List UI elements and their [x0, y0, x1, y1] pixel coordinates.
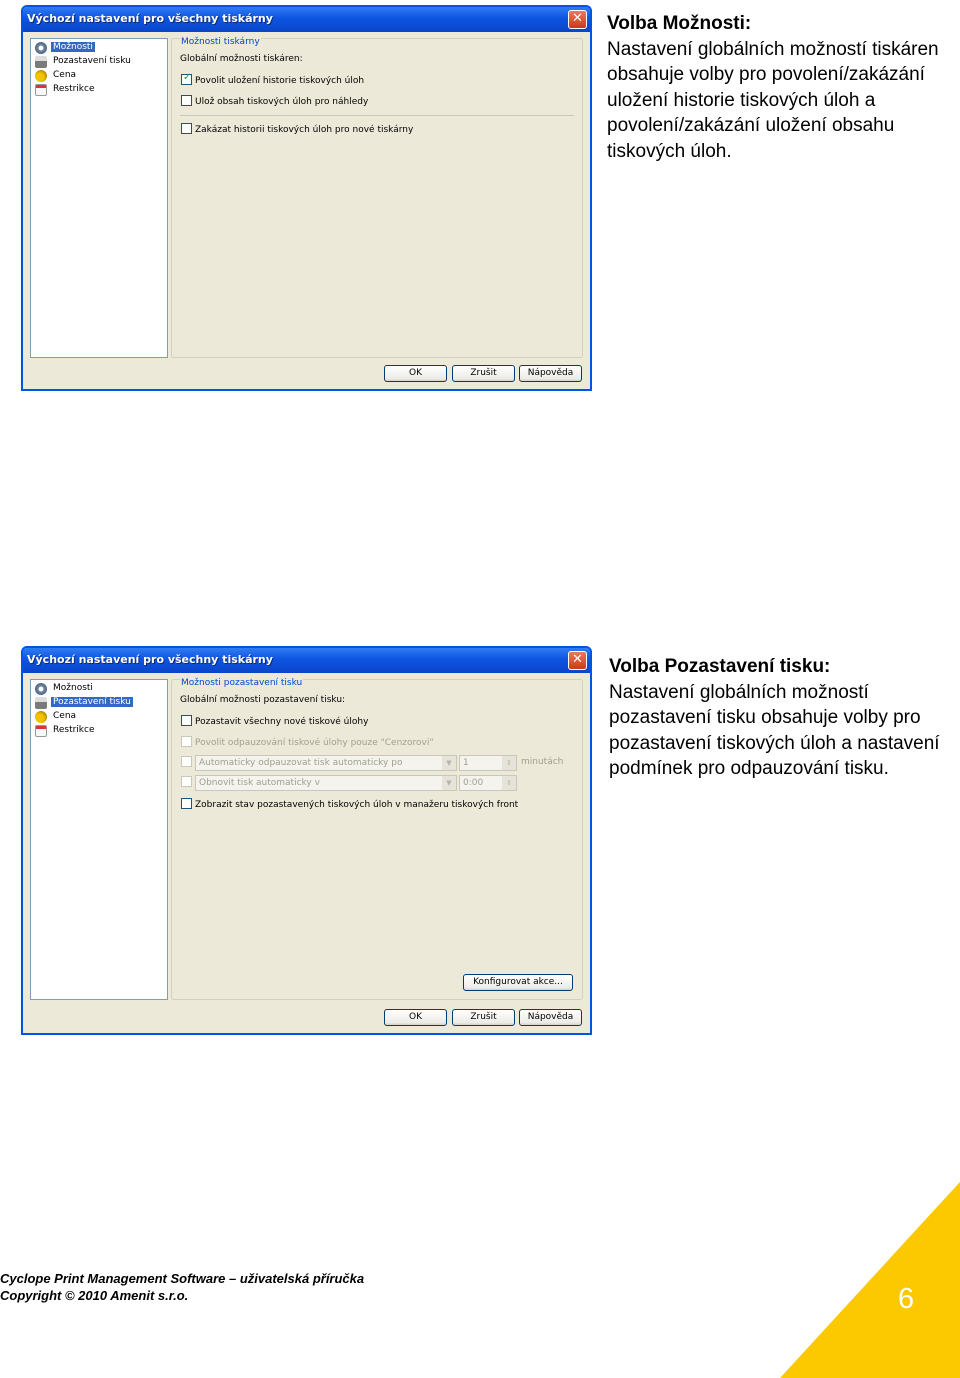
description-pause [609, 654, 954, 782]
group-label: Globální možnosti tiskáren: [180, 54, 303, 64]
tree-item-restrikce[interactable] [31, 83, 167, 97]
close-button[interactable] [568, 10, 587, 29]
description-text: Nastavení globálních možností tiskáren obsahuje volby pro povolení/zakázání uložení historie tiskových úloh a povolení/zakázání uložení obsahu tiskových úloh. [607, 38, 939, 162]
description-options [607, 11, 952, 165]
gear-icon [35, 42, 47, 54]
option-label: Zobrazit stav pozastavených tiskových úloh v manažeru tiskových front [195, 800, 519, 810]
printer-options-dialog [21, 5, 592, 391]
tree-item-pozastaveni[interactable] [31, 696, 167, 710]
auto-unpause-select[interactable] [195, 755, 457, 771]
settings-tree [30, 38, 168, 358]
checkbox[interactable] [181, 776, 192, 787]
option-disable-history[interactable] [181, 124, 413, 136]
separator [180, 115, 574, 116]
coins-icon [35, 70, 47, 82]
option-censor-only[interactable] [181, 737, 433, 749]
description-text: Nastavení globálních možností pozastavení tisku obsahuje volby pro pozastavení tiskových úloh a nastavení podmínek pro odpauzování tisku. [609, 681, 940, 780]
option-label: Povolit uložení historie tiskových úloh [195, 76, 365, 86]
checkbox[interactable] [181, 95, 192, 106]
close-icon: ✕ [572, 652, 583, 667]
cancel-button[interactable]: Zrušit [452, 365, 515, 382]
dialog-titlebar[interactable] [23, 7, 590, 32]
restriction-icon [35, 84, 47, 96]
stepper-value: 1 [463, 758, 469, 768]
time-stepper[interactable] [459, 775, 517, 791]
auto-resume-select[interactable] [195, 775, 457, 791]
panel-caption: Možnosti tiskárny [181, 37, 260, 47]
option-save-history[interactable] [181, 75, 364, 87]
panel-caption: Možnosti pozastavení tisku [181, 678, 303, 688]
tree-item-pozastaveni[interactable] [31, 55, 167, 69]
tree-item-label: Pozastavení tisku [53, 56, 131, 66]
tree-item-label: Cena [53, 711, 77, 721]
footer-copyright: Copyright © 2010 Amenit s.r.o. [0, 1288, 189, 1303]
checkbox[interactable] [181, 798, 192, 809]
close-icon: ✕ [572, 11, 583, 26]
spin-arrows-icon: ⇕ [502, 776, 516, 790]
tree-item-label: Restrikce [53, 84, 95, 94]
checkbox[interactable] [181, 736, 192, 747]
option-show-status[interactable] [181, 799, 518, 811]
option-save-content[interactable] [181, 96, 368, 108]
pause-options-panel [171, 679, 583, 1000]
dialog-title: Výchozí nastavení pro všechny tiskárny [27, 653, 273, 666]
printer-icon [35, 56, 47, 68]
dialog-titlebar[interactable] [23, 648, 590, 673]
tree-item-label: Cena [53, 70, 77, 80]
tree-item-label: Pozastavení tisku [53, 697, 131, 707]
description-heading: Volba Možnosti: [607, 13, 752, 34]
help-button[interactable]: Nápověda [519, 1009, 582, 1026]
close-button[interactable] [568, 651, 587, 670]
tree-item-restrikce[interactable] [31, 724, 167, 738]
dialog-title: Výchozí nastavení pro všechny tiskárny [27, 12, 273, 25]
minutes-stepper[interactable] [459, 755, 517, 771]
tree-item-label: Možnosti [53, 42, 93, 52]
tree-item-moznosti[interactable] [31, 41, 167, 55]
options-panel [171, 38, 583, 358]
configure-actions-button[interactable]: Konfigurovat akce... [463, 974, 573, 991]
help-button[interactable]: Nápověda [519, 365, 582, 382]
option-pause-all[interactable] [181, 716, 368, 728]
tree-item-cena[interactable] [31, 710, 167, 724]
group-label: Globální možnosti pozastavení tisku: [180, 695, 346, 705]
page-number: 6 [898, 1283, 915, 1315]
checkbox[interactable] [181, 74, 192, 85]
tree-item-label: Možnosti [53, 683, 93, 693]
select-value: Obnovit tisk automaticky v [199, 778, 320, 788]
minutes-unit: minutách [521, 757, 564, 767]
option-label: Ulož obsah tiskových úloh pro náhledy [195, 97, 369, 107]
print-pause-dialog [21, 646, 592, 1035]
ok-button[interactable]: OK [384, 1009, 447, 1026]
gear-icon [35, 683, 47, 695]
coins-icon [35, 711, 47, 723]
tree-item-moznosti[interactable] [31, 682, 167, 696]
restriction-icon [35, 725, 47, 737]
description-heading: Volba Pozastavení tisku: [609, 656, 831, 677]
stepper-value: 0:00 [463, 778, 484, 788]
option-auto-resume[interactable] [181, 777, 195, 789]
checkbox[interactable] [181, 715, 192, 726]
settings-tree [30, 679, 168, 1000]
checkbox[interactable] [181, 756, 192, 767]
printer-icon [35, 697, 47, 709]
tree-item-cena[interactable] [31, 69, 167, 83]
chevron-down-icon: ▼ [442, 756, 456, 770]
footer-product: Cyclope Print Management Software – uživatelská příručka [0, 1271, 365, 1286]
option-label: Zakázat historii tiskových úloh pro nové tiskárny [195, 125, 414, 135]
option-label: Povolit odpauzování tiskové úlohy pouze "Cenzorovi" [195, 738, 434, 748]
cancel-button[interactable]: Zrušit [452, 1009, 515, 1026]
ok-button[interactable]: OK [384, 365, 447, 382]
checkbox[interactable] [181, 123, 192, 134]
corner-triangle [780, 1182, 960, 1378]
select-value: Automaticky odpauzovat tisk automaticky po [199, 758, 403, 768]
chevron-down-icon: ▼ [442, 776, 456, 790]
spin-arrows-icon: ⇕ [502, 756, 516, 770]
option-label: Pozastavit všechny nové tiskové úlohy [195, 717, 369, 727]
corner-shape [780, 1182, 960, 1378]
tree-item-label: Restrikce [53, 725, 95, 735]
option-auto-unpause[interactable] [181, 757, 195, 769]
